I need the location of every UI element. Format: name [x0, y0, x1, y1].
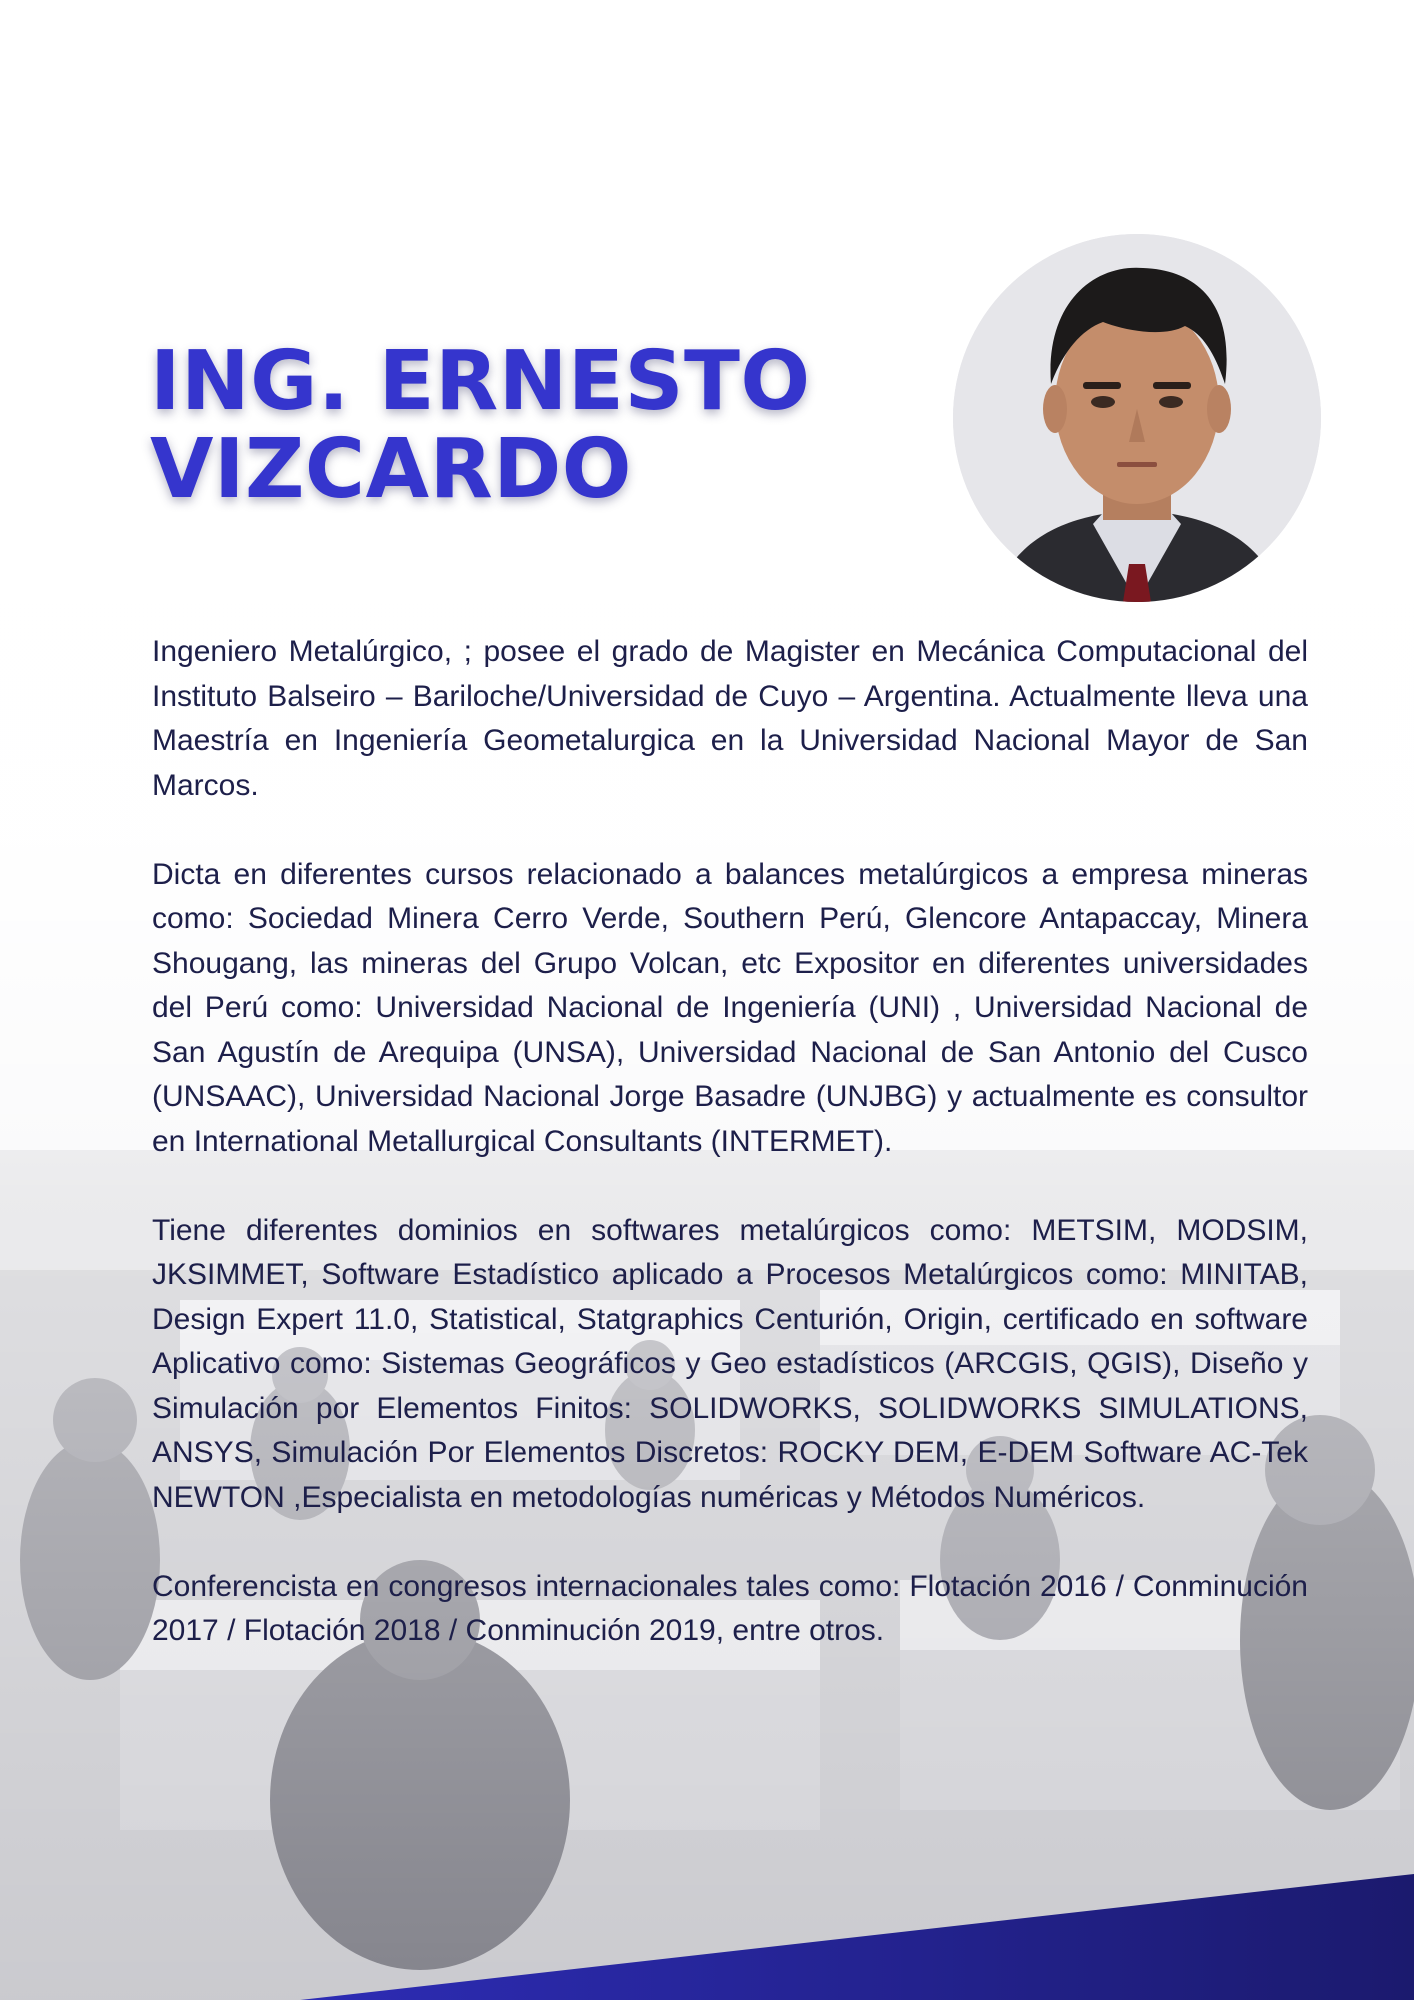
speaker-name-line2: VIZCARDO [150, 422, 632, 517]
bio-paragraph: Ingeniero Metalúrgico, ; posee el grado de Magister en Mecánica Computacional del Instituto Balseiro – Bariloche/Universidad de Cuyo – Argentina. Actualmente lleva una Maestría en Ingeniería Geometalurgica en la Universidad Nacional Mayor de San Marcos. [152, 635, 1308, 802]
bio-paragraph: Conferencista en congresos internacionales tales como: Flotación 2016 / Conminución 2017 / Flotación 2018 / Conminución 2019, entre otros. [152, 1569, 1308, 1647]
bio-paragraph: Dicta en diferentes cursos relacionado a balances metalúrgicos a empresa mineras como: Sociedad Minera Cerro Verde, Southern Perú, Glencore Antapaccay, Minera Shougang, las mineras del Grupo Volcan, etc Expositor en diferentes universidades del Perú como: Universidad Nacional de Ingeniería (UNI) , Universidad Nacional de San Agustín de Arequipa (UNSA), Universidad Nacional de San Antonio del Cusco (UNSAAC), Universidad Nacional Jorge Basadre (UNJBG) y actualmente es consultor en International Metallurgical Consultants (INTERMET). [152, 857, 1308, 1158]
portrait-photo-icon [953, 234, 1321, 602]
footer-accent-band [0, 1870, 1414, 2000]
speaker-portrait [953, 234, 1321, 602]
speaker-biography [152, 630, 1308, 1654]
speaker-name-line1: ING. ERNESTO [150, 334, 811, 429]
bio-paragraph: Tiene diferentes dominios en softwares metalúrgicos como: METSIM, MODSIM, JKSIMMET, Software Estadístico aplicado a Procesos Metalúrgicos como: MINITAB, Design Expert 11.0, Statistical, Statgraphics Centurión, Origin, certificado en software Aplicativo como: Sistemas Geográficos y Geo estadísticos (ARCGIS, QGIS), Diseño y Simulación por Elementos Finitos: SOLIDWORKS, SOLIDWORKS SIMULATIONS, ANSYS, Simulación Por Elementos Discretos: ROCKY DEM, E-DEM Software AC-Tek NEWTON ,Especialista en metodologías numéricas y Métodos Numéricos. [152, 1213, 1308, 1514]
speaker-name [150, 334, 870, 517]
